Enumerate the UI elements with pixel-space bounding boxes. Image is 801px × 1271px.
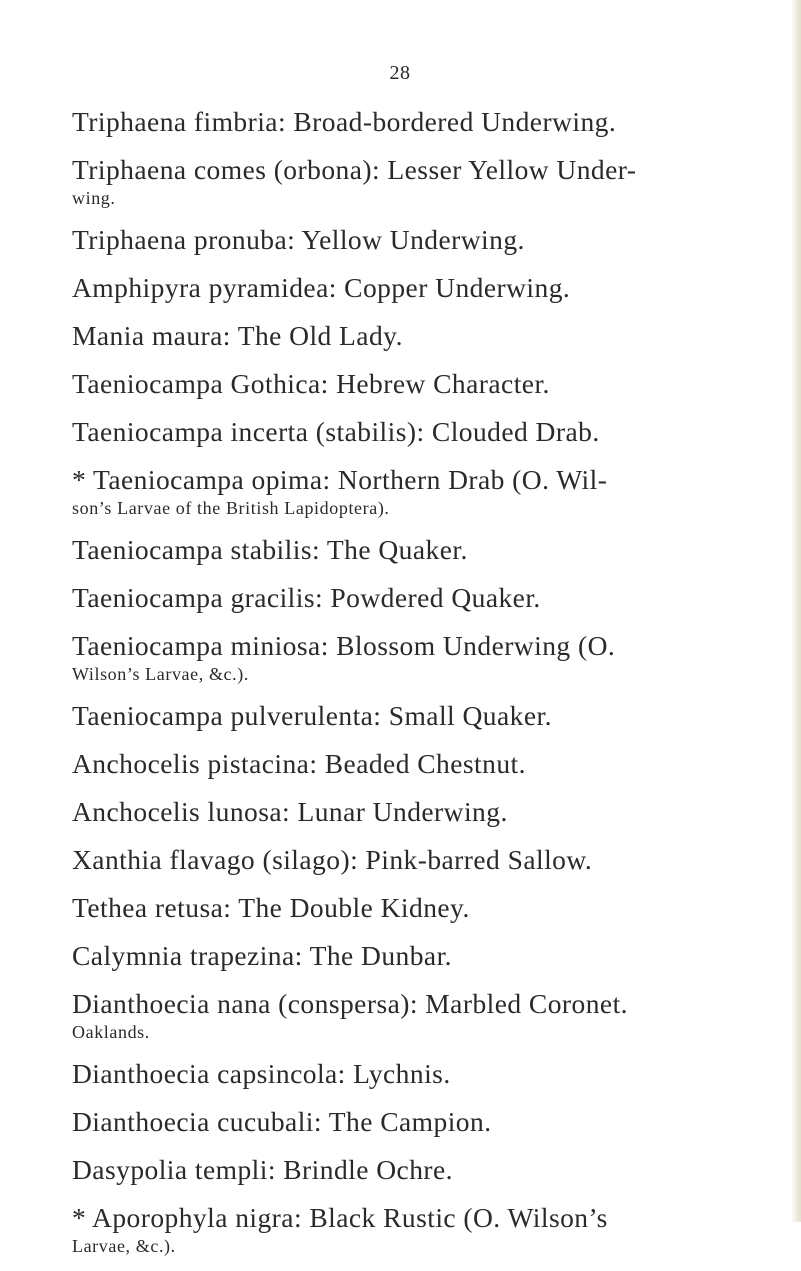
entry-text: Dianthoecia cucubali: The Campion.: [72, 1106, 492, 1137]
species-entry: [72, 629, 782, 685]
species-entry: [72, 843, 782, 877]
species-entry: [72, 223, 782, 257]
species-entry: [72, 747, 782, 781]
entry-text: * Aporophyla nigra: Black Rustic (O. Wilson’s: [72, 1202, 608, 1233]
entry-text: Triphaena fimbria: Broad-bordered Underwing.: [72, 106, 617, 137]
entry-text: Taeniocampa pulverulenta: Small Quaker.: [72, 700, 552, 731]
species-entry: [72, 939, 782, 973]
entry-text: Taeniocampa incerta (stabilis): Clouded Drab.: [72, 416, 600, 447]
species-entry: [72, 1105, 782, 1139]
entry-continuation: Wilson’s Larvae, &c.).: [72, 664, 249, 684]
page-edge-shadow: [791, 0, 801, 1222]
species-entry: [72, 1153, 782, 1187]
species-entry: [72, 795, 782, 829]
page-number: 28: [389, 62, 411, 84]
entry-continuation: son’s Larvae of the British Lapidoptera).: [72, 498, 390, 518]
entry-text: Taeniocampa stabilis: The Quaker.: [72, 534, 468, 565]
entry-text: Tethea retusa: The Double Kidney.: [72, 892, 470, 923]
entry-text: Triphaena comes (orbona): Lesser Yellow Under-: [72, 154, 637, 185]
entry-text: Taeniocampa Gothica: Hebrew Character.: [72, 368, 550, 399]
entry-text: Mania maura: The Old Lady.: [72, 320, 403, 351]
entry-continuation: wing.: [72, 188, 116, 208]
entry-text: Triphaena pronuba: Yellow Underwing.: [72, 224, 525, 255]
entry-text: Dianthoecia nana (conspersa): Marbled Coronet.: [72, 988, 628, 1019]
species-entry: [72, 319, 782, 353]
species-entry: [72, 463, 782, 519]
species-entry: [72, 533, 782, 567]
species-entry: [72, 891, 782, 925]
entry-text: Dianthoecia capsincola: Lychnis.: [72, 1058, 451, 1089]
entry-text: * Taeniocampa opima: Northern Drab (O. Wil-: [72, 464, 608, 495]
entry-text: Anchocelis pistacina: Beaded Chestnut.: [72, 748, 526, 779]
species-entry: [72, 1057, 782, 1091]
entry-continuation: Larvae, &c.).: [72, 1236, 176, 1256]
entry-text: Dasypolia templi: Brindle Ochre.: [72, 1154, 453, 1185]
species-entry: [72, 105, 782, 139]
species-entry: [72, 581, 782, 615]
species-entry: [72, 153, 782, 209]
entry-text: Amphipyra pyramidea: Copper Underwing.: [72, 272, 571, 303]
species-entry: [72, 699, 782, 733]
species-entry: [72, 1201, 782, 1257]
entry-text: Taeniocampa gracilis: Powdered Quaker.: [72, 582, 541, 613]
species-entry: [72, 987, 782, 1043]
species-list: [72, 105, 782, 1271]
entry-text: Calymnia trapezina: The Dunbar.: [72, 940, 452, 971]
species-entry: [72, 415, 782, 449]
entry-text: Xanthia flavago (silago): Pink-barred Sallow.: [72, 844, 593, 875]
entry-continuation: Oaklands.: [72, 1022, 150, 1042]
species-entry: [72, 367, 782, 401]
entry-text: Anchocelis lunosa: Lunar Underwing.: [72, 796, 508, 827]
entry-text: Taeniocampa miniosa: Blossom Underwing (O.: [72, 630, 616, 661]
species-entry: [72, 271, 782, 305]
